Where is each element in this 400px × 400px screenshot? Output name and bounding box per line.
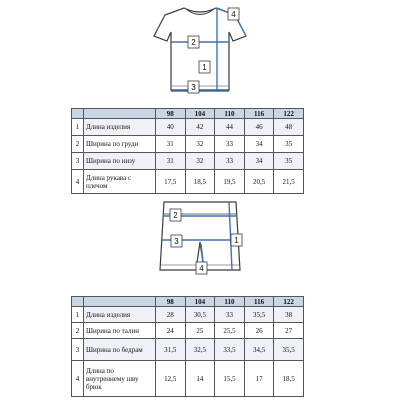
row-value: 19,5 <box>215 170 245 194</box>
row-number: 1 <box>72 307 84 323</box>
row-value: 20,5 <box>244 170 274 194</box>
header-size: 104 <box>185 297 215 307</box>
row-value: 33,5 <box>215 339 245 361</box>
table-row <box>72 119 304 136</box>
row-value: 33 <box>215 153 245 170</box>
row-label: Ширина по талии <box>84 323 156 339</box>
row-value: 15,5 <box>215 361 245 397</box>
svg-text:2: 2 <box>173 211 178 220</box>
marker-1 <box>231 234 242 246</box>
shorts-diagram <box>0 194 400 294</box>
row-label: Длина изделия <box>84 307 156 323</box>
marker-2 <box>188 36 199 48</box>
tshirt-diagram <box>0 0 400 100</box>
row-label: Ширина по бедрам <box>84 339 156 361</box>
row-number: 2 <box>72 323 84 339</box>
table-row <box>72 153 304 170</box>
marker-4 <box>196 262 207 274</box>
marker-1 <box>199 61 210 73</box>
row-value: 24 <box>156 323 186 339</box>
row-value: 35 <box>274 153 304 170</box>
row-value: 42 <box>185 119 215 136</box>
header-label-cell <box>84 109 156 119</box>
header-size: 116 <box>244 297 274 307</box>
row-value: 40 <box>156 119 186 136</box>
marker-3 <box>171 235 182 247</box>
table-row <box>72 339 304 361</box>
row-value: 35,5 <box>244 307 274 323</box>
row-value: 28 <box>156 307 186 323</box>
svg-text:4: 4 <box>231 10 236 19</box>
svg-text:3: 3 <box>174 237 179 246</box>
header-size: 110 <box>215 297 245 307</box>
header-size: 98 <box>156 109 186 119</box>
row-value: 31 <box>156 153 186 170</box>
row-number: 4 <box>72 170 84 194</box>
row-value: 32,5 <box>185 339 215 361</box>
row-value: 27 <box>274 323 304 339</box>
marker-3 <box>188 81 199 93</box>
header-size: 110 <box>215 109 245 119</box>
row-value: 26 <box>244 323 274 339</box>
row-value: 34 <box>244 153 274 170</box>
header-size: 116 <box>244 109 274 119</box>
row-value: 30,5 <box>185 307 215 323</box>
row-value: 32 <box>185 136 215 153</box>
table-row <box>72 361 304 397</box>
row-value: 48 <box>274 119 304 136</box>
marker-2 <box>170 209 181 221</box>
table-row <box>72 170 304 194</box>
row-value: 17 <box>244 361 274 397</box>
row-label: Ширина по груди <box>84 136 156 153</box>
header-blank-cell <box>72 297 84 307</box>
svg-text:1: 1 <box>202 63 207 72</box>
table-row <box>72 307 304 323</box>
row-value: 38 <box>274 307 304 323</box>
row-value: 14 <box>185 361 215 397</box>
header-label-cell <box>84 297 156 307</box>
row-value: 44 <box>215 119 245 136</box>
row-label: Длина по внутреннему шву брюк <box>84 361 156 397</box>
table-header-row <box>72 297 304 307</box>
marker-4 <box>228 8 239 20</box>
header-size: 122 <box>274 109 304 119</box>
row-label: Длина изделия <box>84 119 156 136</box>
row-value: 35,5 <box>274 339 304 361</box>
svg-text:2: 2 <box>191 38 196 47</box>
row-value: 17,5 <box>156 170 186 194</box>
row-number: 3 <box>72 153 84 170</box>
row-value: 31 <box>156 136 186 153</box>
row-label: Длина рукава с плечом <box>84 170 156 194</box>
row-number: 2 <box>72 136 84 153</box>
header-size: 104 <box>185 109 215 119</box>
row-value: 32 <box>185 153 215 170</box>
row-value: 25 <box>185 323 215 339</box>
row-value: 12,5 <box>156 361 186 397</box>
svg-text:3: 3 <box>191 83 196 92</box>
row-value: 34,5 <box>244 339 274 361</box>
row-value: 34 <box>244 136 274 153</box>
row-number: 3 <box>72 339 84 361</box>
table-row <box>72 323 304 339</box>
row-value: 46 <box>244 119 274 136</box>
row-value: 35 <box>274 136 304 153</box>
row-number: 4 <box>72 361 84 397</box>
row-number: 1 <box>72 119 84 136</box>
row-value: 33 <box>215 307 245 323</box>
svg-text:4: 4 <box>199 264 204 273</box>
row-value: 18,5 <box>185 170 215 194</box>
row-value: 31,5 <box>156 339 186 361</box>
tshirt-size-table <box>71 108 304 194</box>
row-label: Ширина по низу <box>84 153 156 170</box>
header-blank-cell <box>72 109 84 119</box>
shorts-size-table <box>71 296 304 397</box>
row-value: 25,5 <box>215 323 245 339</box>
svg-text:1: 1 <box>234 236 239 245</box>
header-size: 122 <box>274 297 304 307</box>
row-value: 21,5 <box>274 170 304 194</box>
row-value: 18,5 <box>274 361 304 397</box>
row-value: 33 <box>215 136 245 153</box>
header-size: 98 <box>156 297 186 307</box>
table-header-row <box>72 109 304 119</box>
table-row <box>72 136 304 153</box>
